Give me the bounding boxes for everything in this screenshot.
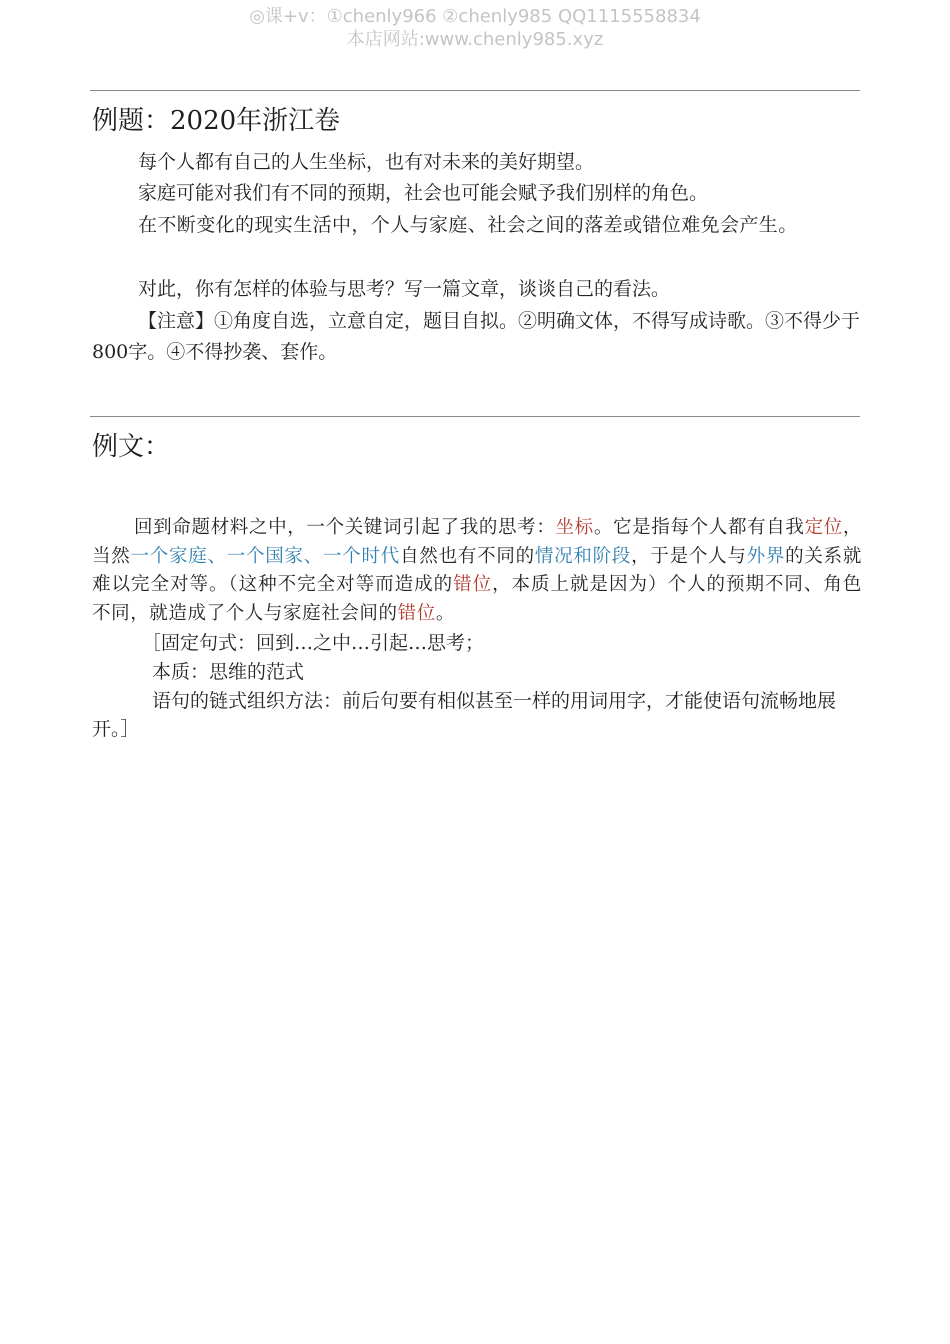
keyword-misalignment: 错位: [397, 602, 436, 624]
essay-text: 回到命题材料之中，一个关键词引起了我的思考：: [134, 517, 556, 538]
watermark-website: 本店网站:www.chenly985.xyz: [346, 29, 604, 50]
essay-text: ，当然: [92, 517, 863, 567]
keyword-misalignment: 错位: [453, 574, 493, 595]
note-chain-method: 语句的链式组织方法：前后句要有相似甚至一样的用词用字，才能使语句流畅地展开。］: [92, 690, 837, 740]
prompt-paragraph-4: 对此，你有怎样的体验与思考？写一篇文章，谈谈自己的看法。: [138, 278, 671, 300]
keyword-coordinate: 坐标: [555, 517, 594, 538]
keyword-positioning: 定位: [804, 517, 843, 538]
essay-text: ，于是个人与: [631, 545, 747, 567]
watermark-contact: ◎课+v：①chenly966 ②chenly985 QQ1115558834: [249, 6, 701, 27]
note-fixed-pattern: ［固定句式：回到…之中…引起…思考；: [142, 632, 485, 654]
section-divider-essay: [90, 416, 860, 417]
essay-text: 的关系就难以完全对等。（这种不完全对等而造成的: [92, 545, 863, 595]
keyword-outside-world: 外界: [746, 545, 786, 567]
keyword-family-nation-era: 一个家庭、一个国家、一个时代: [130, 545, 401, 567]
keyword-situation-stage: 情况和阶段: [534, 545, 632, 567]
section-divider-top: [90, 90, 860, 91]
prompt-paragraph-1: 每个人都有自己的人生坐标，也有对未来的美好期望。: [138, 151, 595, 173]
example-heading: 例题：2020年浙江卷: [92, 106, 341, 136]
essay-text: 。: [435, 602, 455, 624]
prompt-paragraph-2: 家庭可能对我们有不同的预期，社会也可能会赋予我们别样的角色。: [138, 182, 709, 204]
prompt-notice: 【注意】①角度自选，立意自定，题目自拟。②明确文体，不得写成诗歌。③不得少于800字。④不得抄袭、套作。: [92, 310, 861, 363]
essay-text: 自然也有不同的: [400, 545, 535, 567]
prompt-paragraph-3: 在不断变化的现实生活中，个人与家庭、社会之间的落差或错位难免会产生。: [138, 214, 798, 236]
essay-text: ，本质上就是因为）个人的预期不同、角色不同，就造成了个人与家庭社会间的: [92, 574, 862, 624]
essay-text: 。它是指每个人都有自我: [593, 517, 805, 538]
note-essence: 本质：思维的范式: [152, 661, 305, 683]
essay-paragraph: [92, 514, 862, 628]
essay-heading: 例文：: [92, 432, 171, 462]
